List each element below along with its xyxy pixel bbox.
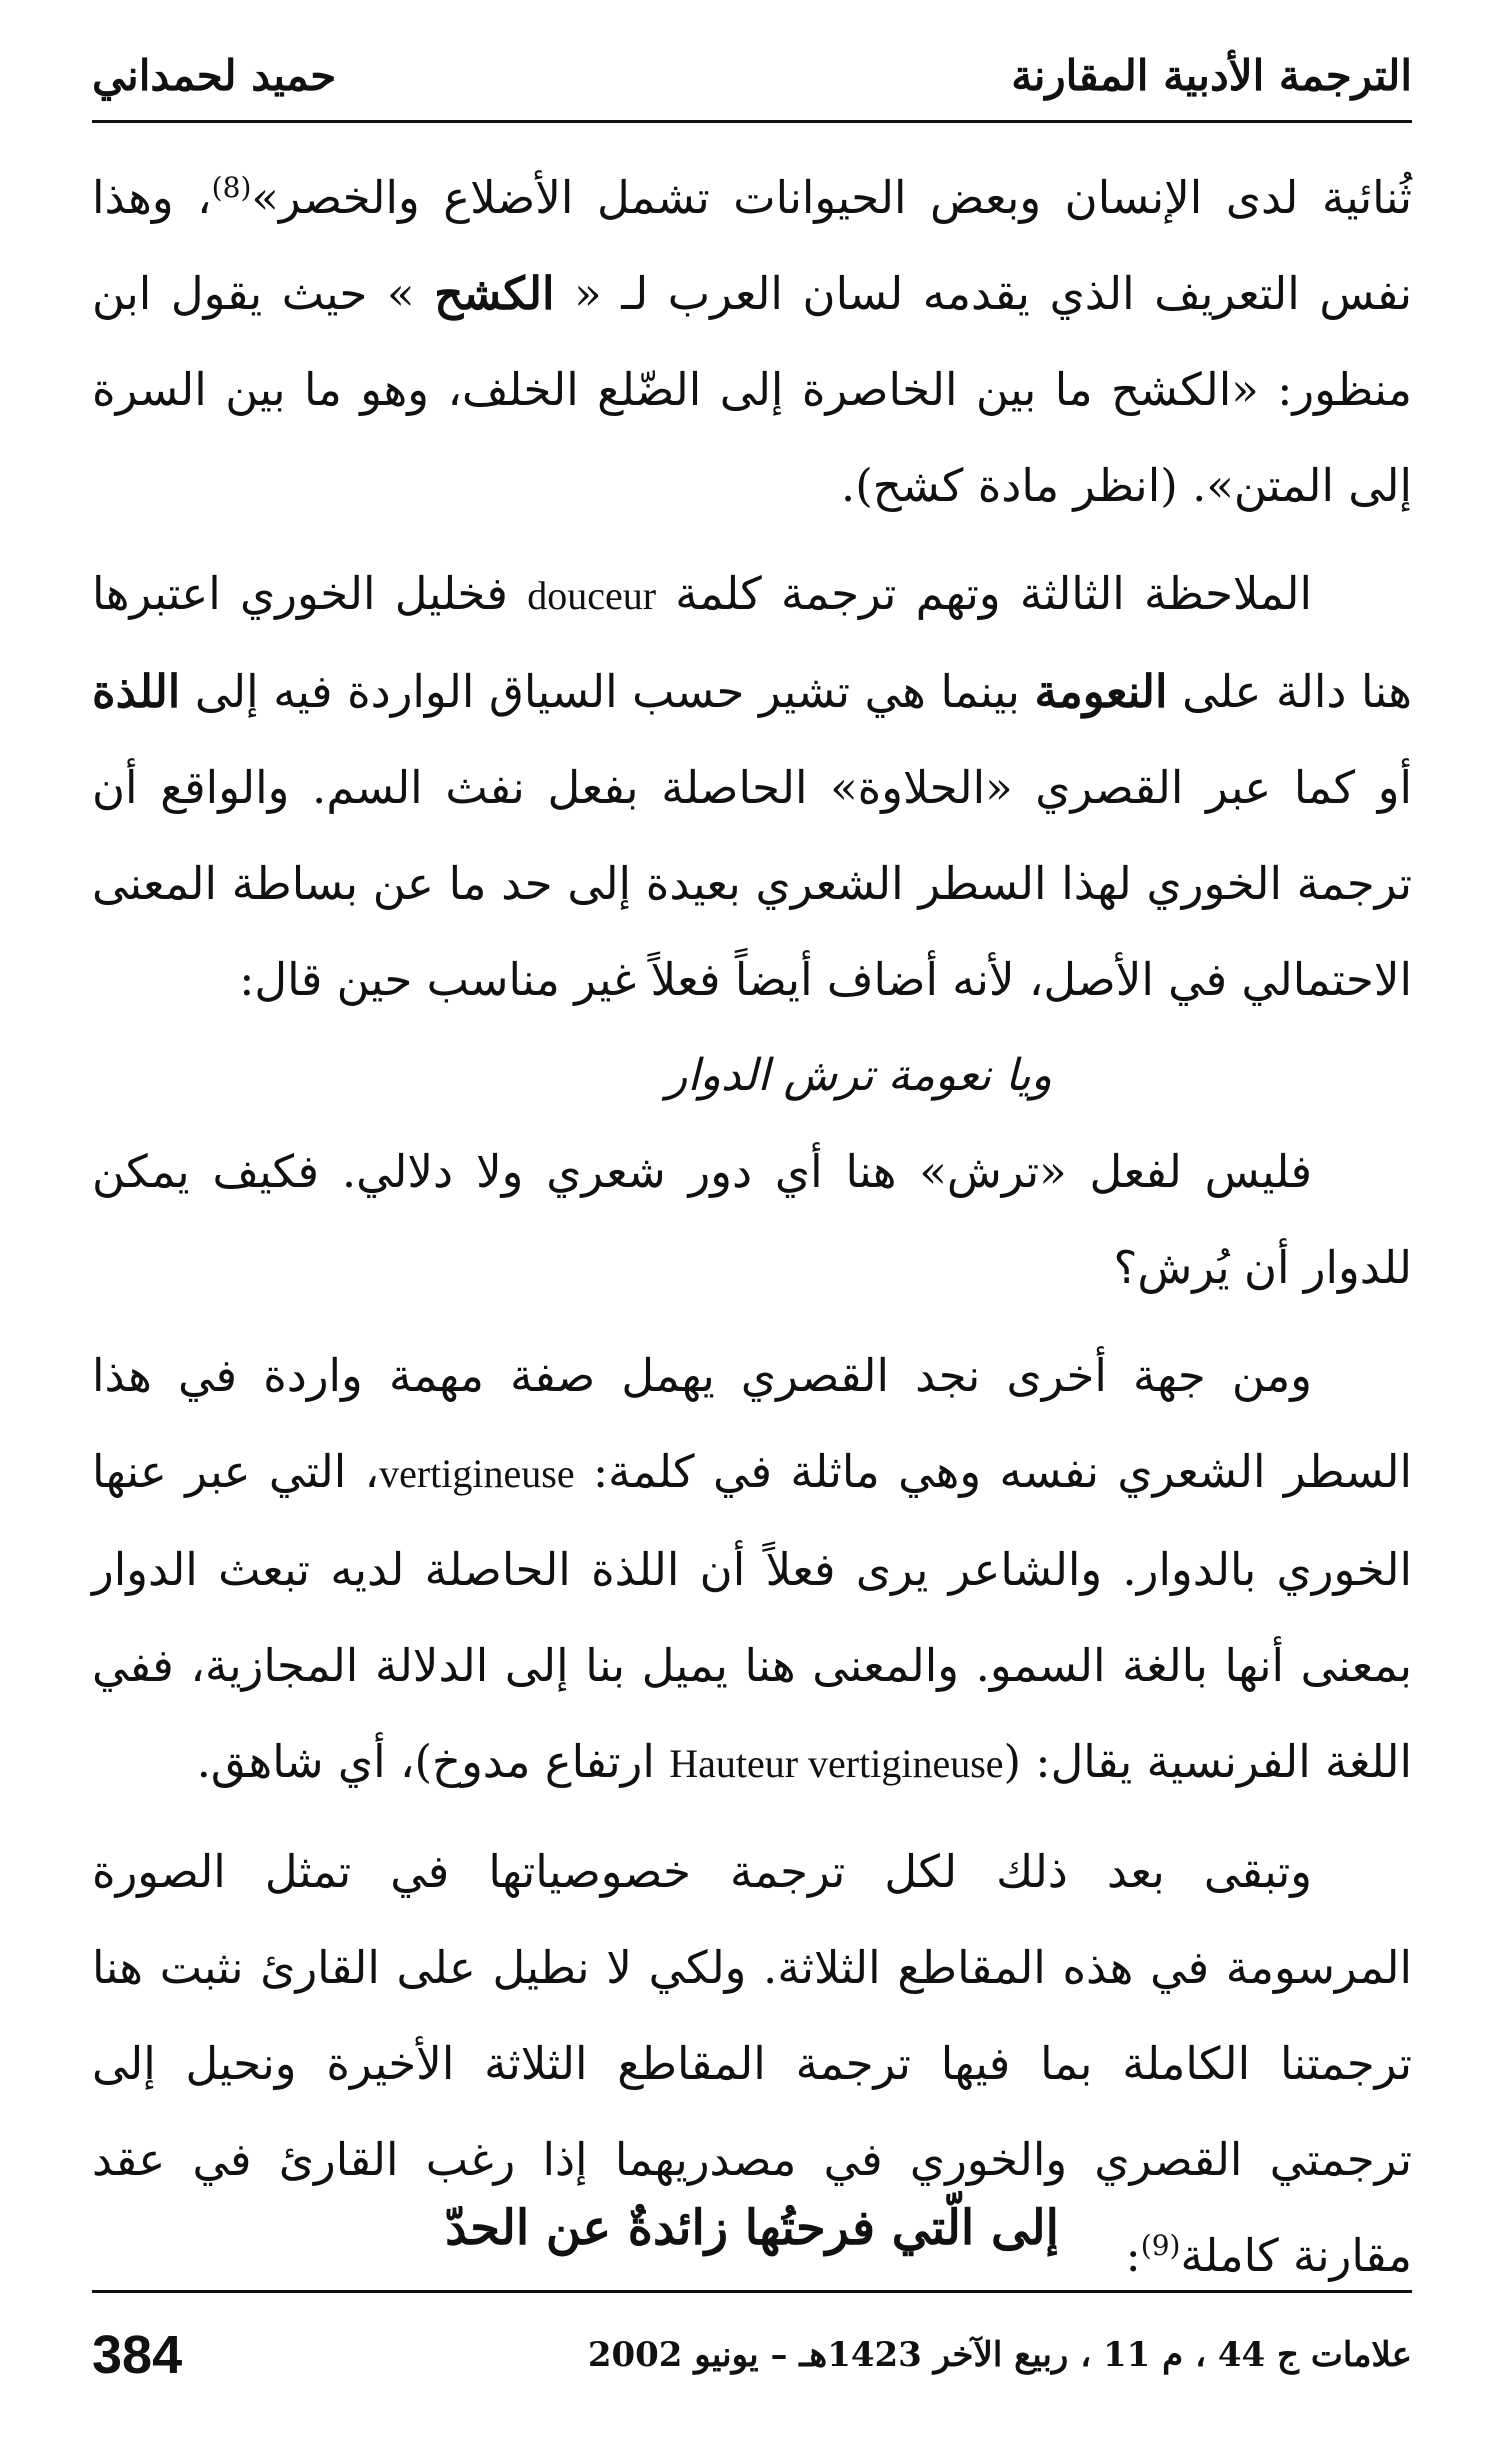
- header-author: حميد لحمداني: [92, 50, 337, 100]
- text-run: ، التي عبر عنها الخوري بالدوار. والشاعر يرى فعلاً أن اللذة الحاصلة لديه تبعث الدوار بمعنى أنها بالغة السمو. والمعنى هنا يميل بنا إلى الدلالة المجازية، ففي اللغة الفرنسية يقال: (: [92, 1445, 1412, 1788]
- emphasized-term: اللذة: [92, 665, 181, 718]
- footnote-marker: (9): [1140, 2229, 1181, 2262]
- foreign-term: Hauteur vertigineuse: [669, 1741, 1004, 1786]
- foreign-term: douceur: [527, 573, 657, 618]
- foreign-term: vertigineuse: [379, 1451, 575, 1496]
- header-rule: [92, 120, 1412, 123]
- document-page: [92, 40, 1412, 2430]
- text-run: فخليل الخوري اعتبرها هنا دالة على: [92, 567, 1412, 718]
- text-run: :: [1125, 2229, 1141, 2282]
- body-text: [92, 150, 1412, 2304]
- text-run: ومن جهة أخرى نجد القصري يهمل صفة مهمة واردة في هذا السطر الشعري نفسه وهي ماثلة في كلمة:: [92, 1349, 1412, 1498]
- page-footer: [92, 2310, 1412, 2400]
- text-run: ارتفاع مدوخ)، أي شاهق.: [196, 1735, 670, 1788]
- text-run: الملاحظة الثالثة وتهم ترجمة كلمة: [656, 567, 1312, 620]
- running-header: [92, 40, 1412, 110]
- emphasized-term: الكشح: [434, 267, 555, 320]
- text-run: ، وهذا نفس التعريف الذي يقدمه لسان العرب لـ «: [92, 171, 1412, 320]
- text-run: » حيث يقول ابن منظور: «الكشح ما بين الخاصرة إلى الضّلع الخلف، وهو ما بين السرة إلى المتن». (انظر مادة كشح).: [92, 267, 1412, 512]
- text-run: فليس لفعل «ترش» هنا أي دور شعري ولا دلالي. فكيف يمكن للدوار أن يُرش؟: [92, 1145, 1412, 1294]
- verse-line: ويا نعومة ترش الدوار: [666, 1050, 1052, 1101]
- final-verse-line: إلى الّتي فرحتُها زائدةٌ عن الحدّ: [445, 2200, 1059, 2256]
- text-run: ثُنائية لدى الإنسان وبعض الحيوانات تشمل الأضلاع والخصر»: [251, 171, 1412, 224]
- footer-rule: [92, 2290, 1412, 2293]
- footnote-marker: (8): [211, 171, 252, 204]
- text-run: بينما هي تشير حسب السياق الواردة فيه إلى: [180, 665, 1035, 718]
- paragraph-2: [92, 546, 1412, 1028]
- paragraph-3: [92, 1124, 1412, 1316]
- text-run: أو كما عبر القصري «الحلاوة» الحاصلة بفعل نفث السم. والواقع أن ترجمة الخوري لهذا السطر الشعري بعيدة إلى حد ما عن بساطة المعنى الاحتمالي في الأصل، لأنه أضاف أيضاً فعلاً غير مناسب حين قال:: [92, 761, 1412, 1006]
- header-title: الترجمة الأدبية المقارنة: [1011, 50, 1412, 100]
- paragraph-1: [92, 150, 1412, 534]
- paragraph-4: [92, 1328, 1412, 1812]
- emphasized-term: النعومة: [1034, 665, 1168, 718]
- footer-citation: علامات ج 44 ، م 11 ، ربيع الآخر 1423هـ – يونيو 2002: [587, 2335, 1412, 2375]
- text-run: وتبقى بعد ذلك لكل ترجمة خصوصياتها في تمثل الصورة المرسومة في هذه المقاطع الثلاثة. ولكي لا نطيل على القارئ نثبت هنا ترجمتنا الكاملة بما فيها ترجمة المقاطع الثلاثة الأخيرة ونحيل إلى ترجمتي القصري والخوري في مصدريهما إذا رغب القارئ في عقد مقارنة كاملة: [92, 1845, 1412, 2282]
- page-number: 384: [92, 2325, 183, 2385]
